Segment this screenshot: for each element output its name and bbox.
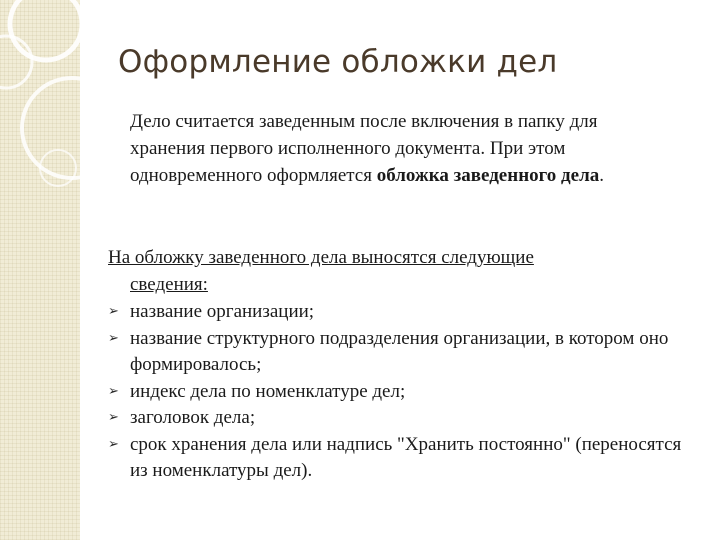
list-item <box>108 405 688 432</box>
decorative-side-band <box>0 0 80 540</box>
arrow-bullet-icon: ➢ <box>108 436 119 452</box>
lead-line-1: На обложку заведенного дела выносятся следующие <box>108 247 534 268</box>
list-item <box>108 379 688 406</box>
lead-line-2: сведения: <box>130 273 208 295</box>
list-item <box>108 432 688 485</box>
decorative-rings-icon <box>0 0 80 540</box>
list-item-text: индекс дела по номенклатуре дел; <box>130 380 406 402</box>
intro-text: Дело считается заведенным после включения в папку для хранения первого исполненного документа. При этом одновременного оформляется <box>130 111 598 186</box>
list-item-text: название структурного подразделения организации, в котором оно формировалось; <box>130 327 669 375</box>
arrow-bullet-icon: ➢ <box>108 383 119 399</box>
lead-paragraph <box>108 245 688 298</box>
list-item-text: заголовок дела; <box>130 407 256 428</box>
arrow-bullet-icon: ➢ <box>108 304 119 319</box>
list-item <box>108 326 688 379</box>
info-list <box>108 299 688 485</box>
list-item <box>108 299 688 326</box>
intro-paragraph <box>130 108 675 189</box>
arrow-bullet-icon: ➢ <box>108 330 119 346</box>
intro-bold-term: обложка заведенного дела <box>376 165 600 186</box>
arrow-bullet-icon: ➢ <box>108 410 119 425</box>
slide-title: Оформление обложки дел <box>118 44 558 80</box>
list-item-text: название организации; <box>130 301 315 322</box>
list-item-text: срок хранения дела или надпись "Хранить постоянно" (переносятся из номенклатуры дел). <box>130 433 682 481</box>
intro-period: . <box>599 165 604 186</box>
